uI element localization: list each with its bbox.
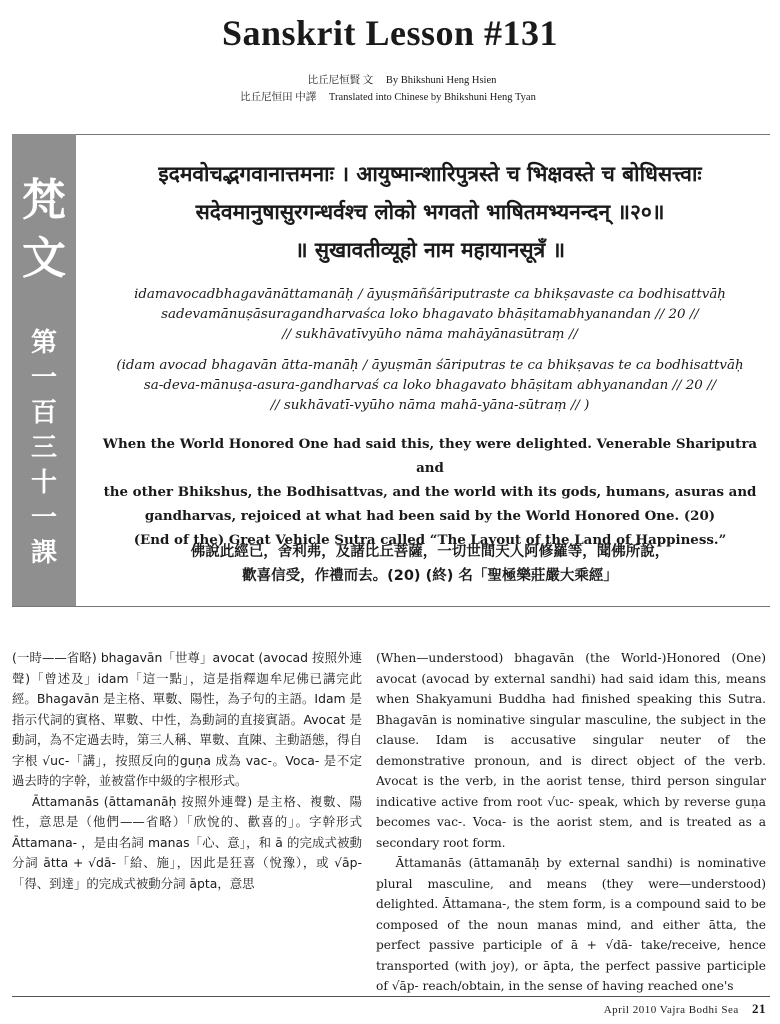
transliteration-line: // sukhāvatīvyūho nāma mahāyānasūtraṃ // bbox=[282, 327, 578, 342]
separated-line: (idam avocad bhagavān ātta-manāḥ / āyuṣmān śāriputras te ca bhikṣavas te ca bodhisattvāḥ bbox=[116, 358, 744, 373]
issue-label: April 2010 Vajra Bodhi Sea bbox=[603, 1004, 739, 1016]
commentary-paragraph: Āttamanās (āttamanāḥ by external sandhi) is nominative plural masculine, and means (they were—understood) delighted. Āttamana-, the stem form, is a compound said to be composed of the noun manas mind, and either ātta, the perfect passive participle of ā + √dā- take/receive, hence transported (with joy), or āpta, the perfect passive participle of √āp- reach/obtain, in the sense of having reached one's bbox=[376, 856, 766, 993]
english-translation bbox=[90, 432, 770, 552]
byline-author bbox=[12, 72, 780, 87]
page-footer bbox=[604, 1001, 766, 1017]
footer-rule bbox=[12, 996, 770, 997]
box-rule-bottom bbox=[12, 606, 770, 607]
separated-transliteration-block bbox=[90, 356, 770, 416]
commentary-paragraph: (一時——省略) bhagavān「世尊」avocat (avocad 按照外連聲)「曾述及」idam「這一點」，這是指釋迦牟尼佛已講完此經。Bhagavān 是主格、單數、陽性，為子句的主語。Idam 是指示代詞的賓格、單數、中性，為動詞的直接賓語。Avocat 是動詞，為不定過去時，第三人稱、單數、直陳、主動語態，得自字根 √uc-「講」，按照反向的guṇa 成為 vac-。Voca- 是不定過去時的字幹，並被當作中級的字根形式。 bbox=[12, 650, 362, 788]
transliteration-block bbox=[90, 285, 770, 345]
english-line: gandharvas, rejoiced at what had been said by the World Honored One. (20) bbox=[144, 508, 716, 524]
chinese-line: 歡喜信受，作禮而去。(20) (終) 名「聖極樂莊嚴大乘經」 bbox=[242, 568, 618, 584]
english-line: When the World Honored One had said this, they were delighted. Venerable Shariputra and bbox=[102, 436, 758, 476]
sidebar-lesson-char: 三 bbox=[30, 433, 57, 463]
separated-line: sa-deva-mānuṣa-asura-gandharvaś ca loko bhagavato bhāṣitam abhyanandan // 20 // bbox=[143, 378, 717, 393]
sidebar-lesson-char: 一 bbox=[30, 363, 57, 393]
sidebar-lesson-char: 百 bbox=[30, 398, 57, 428]
sidebar-char-fan: 梵 bbox=[22, 175, 66, 226]
byline-author-en: By Bhikshuni Heng Hsien bbox=[385, 75, 497, 86]
english-commentary-column bbox=[376, 648, 766, 997]
english-line: (End of the) Great Vehicle Sutra called “The Layout of the Land of Happiness.” bbox=[133, 532, 727, 548]
sidebar-char-wen: 文 bbox=[22, 233, 66, 284]
box-rule-top bbox=[76, 134, 770, 135]
byline-translator-en: Translated into Chinese by Bhikshuni Heng Tyan bbox=[328, 92, 536, 103]
sidebar-label bbox=[12, 134, 76, 606]
english-line: the other Bhikshus, the Bodhisattvas, and the world with its gods, humans, asuras and bbox=[103, 484, 757, 500]
commentary-paragraph: (When—understood) bhagavān (the World-)Honored (One) avocat (avocad by external sandhi) had said idam this, means when Shakyamuni Buddha had finished speaking this Sutra. Bhagavān is nominative singular masculine, the subject in the clause. Idam is accusative singular neuter of the demonstrative pronoun, and is direct object of the verb. Avocat is the verb, in the aorist tense, third person singular indicative active from root √uc- speak, which by reverse guṇa becomes vac-. Voca- is the aorist stem, and is treated as a secondary root form. bbox=[376, 651, 766, 850]
sidebar-lesson-char: 課 bbox=[30, 538, 57, 568]
sidebar-lesson-char: 一 bbox=[30, 503, 57, 533]
chinese-line: 佛說此經已，舍利弗，及諸比丘菩薩，一切世間天人阿修羅等，聞佛所說， bbox=[190, 544, 670, 560]
chinese-commentary-column bbox=[12, 648, 362, 894]
sidebar-lesson-char: 十 bbox=[30, 468, 57, 498]
transliteration-line: sadevamānuṣāsuragandharvaśca loko bhagavato bhāṣitamabhyanandan // 20 // bbox=[161, 307, 699, 322]
sidebar-lesson-char: 第 bbox=[30, 328, 57, 358]
page-title: Sanskrit Lesson #131 bbox=[221, 13, 559, 53]
chinese-translation bbox=[90, 540, 770, 588]
byline-author-zh: 比丘尼恒賢 文 bbox=[307, 75, 374, 86]
devanagari-line: इदमवोचद्भगवानात्तमनाः । आयुष्मान्शारिपुत्रस्ते च भिक्षवस्ते च बोधिसत्त्वाः bbox=[158, 162, 702, 186]
commentary-paragraph: Āttamanās (āttamanāḥ 按照外連聲) 是主格、複數、陽性，意思是（他們——省略）「欣悅的、歡喜的」。字幹形式 Āttamana- ，是由名詞 manas「心、意」，和 ā 的完成式被動分詞 ātta + √dā-「給、施」，因此是狂喜（悅豫），或 √āp-「得、到達」的完成式被動分詞 āpta，意思 bbox=[12, 793, 362, 891]
devanagari-line: सदेवमानुषासुरगन्धर्वश्च लोको भगवतो भाषितमभ्यनन्दन् ॥२०॥ bbox=[195, 200, 665, 224]
byline-translator-zh: 比丘尼恒田 中譯 bbox=[240, 92, 317, 103]
devanagari-line: ॥ सुखावतीव्यूहो नाम महायानसूत्रँ ॥ bbox=[294, 238, 566, 262]
transliteration-line: idamavocadbhagavānāttamanāḥ / āyuṣmāñśāriputraste ca bhikṣavaste ca bodhisattvāḥ bbox=[134, 287, 726, 302]
separated-line: // sukhāvatī-vyūho nāma mahā-yāna-sūtraṃ // ) bbox=[270, 398, 590, 413]
page-number: 21 bbox=[752, 1001, 766, 1016]
byline-translator bbox=[0, 89, 778, 104]
